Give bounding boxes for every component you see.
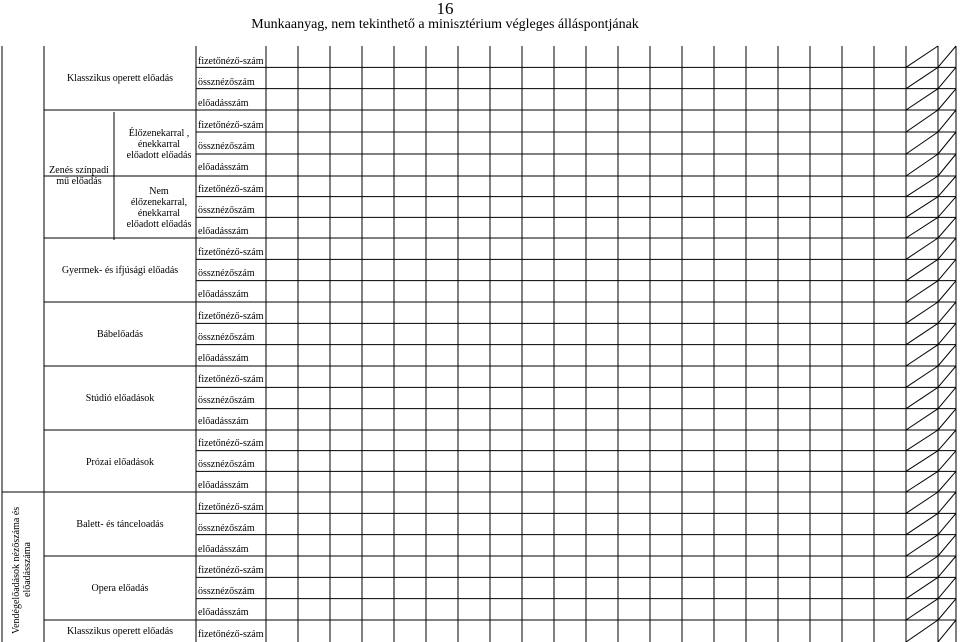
group-classic-operetta-2: Klasszikus operett előadás <box>66 625 174 637</box>
row-label-total: össznézőszám <box>198 586 255 597</box>
row-label-perf: előadásszám <box>198 162 249 173</box>
row-label-perf: előadásszám <box>198 226 249 237</box>
strike-diagonal <box>938 387 956 408</box>
group-musical: Zenés színpadi mű előadás <box>49 165 109 187</box>
strike-diagonal <box>906 323 938 344</box>
strike-diagonal <box>938 46 956 67</box>
row-label-payer: fizetőnéző-szám <box>198 56 264 67</box>
strike-diagonal <box>906 577 938 598</box>
strike-diagonal <box>906 89 938 110</box>
strike-diagonal <box>906 67 938 88</box>
strike-diagonal <box>938 409 956 430</box>
page-header: Munkaanyag, nem tekinthető a minisztérium végleges álláspontjának <box>251 17 639 32</box>
strike-diagonal <box>938 556 956 577</box>
row-label-perf: előadásszám <box>198 289 249 300</box>
group-puppet: Bábelőadás <box>96 328 144 340</box>
strike-diagonal <box>906 238 938 259</box>
strike-diagonal <box>906 366 938 387</box>
row-label-payer: fizetőnéző-szám <box>198 184 264 195</box>
group-ballet: Balett- és tánceloadás <box>76 518 164 530</box>
strike-diagonal <box>906 471 938 492</box>
row-label-total: össznézőszám <box>198 268 255 279</box>
strike-diagonal <box>938 430 956 451</box>
strike-diagonal <box>906 132 938 154</box>
strike-diagonal <box>906 110 938 132</box>
strike-diagonal <box>938 89 956 110</box>
strike-diagonal <box>906 302 938 323</box>
strike-diagonal <box>906 281 938 302</box>
group-children: Gyermek- és ifjúsági előadás <box>61 264 179 276</box>
strike-diagonal <box>938 238 956 259</box>
row-label-perf: előadásszám <box>198 544 249 555</box>
strike-diagonal <box>938 323 956 344</box>
row-label-payer: fizetőnéző-szám <box>198 502 264 513</box>
group-classic-operetta: Klasszikus operett előadás <box>66 72 174 84</box>
strike-diagonal <box>906 535 938 556</box>
group-no-live-music: Nem élőzenekarral, énekkarral előadott előadás <box>126 186 192 230</box>
strike-diagonal <box>938 471 956 492</box>
strike-diagonal <box>906 46 938 67</box>
group-opera: Opera előadás <box>91 582 149 594</box>
strike-diagonal <box>906 197 938 218</box>
strike-diagonal <box>938 302 956 323</box>
row-label-perf: előadásszám <box>198 98 249 109</box>
strike-diagonal <box>938 492 956 513</box>
page-number: 16 <box>436 0 454 18</box>
row-label-payer: fizetőnéző-szám <box>198 120 264 131</box>
row-label-payer: fizetőnéző-szám <box>198 438 264 449</box>
strike-diagonal <box>938 67 956 88</box>
strike-diagonal <box>938 154 956 176</box>
strike-diagonal <box>906 556 938 577</box>
row-label-perf: előadásszám <box>198 353 249 364</box>
row-label-payer: fizetőnéző-szám <box>198 629 264 640</box>
strike-diagonal <box>906 409 938 430</box>
row-label-total: össznézőszám <box>198 141 255 152</box>
row-label-total: össznézőszám <box>198 77 255 88</box>
guest-performances-side-label: Vendégelőadások nézőszáma és előadásszáma <box>11 506 33 634</box>
strike-diagonal <box>938 345 956 366</box>
strike-diagonal <box>906 599 938 620</box>
strike-diagonal <box>906 387 938 408</box>
strike-diagonal <box>906 259 938 280</box>
row-label-total: össznézőszám <box>198 523 255 534</box>
strike-diagonal <box>906 513 938 534</box>
row-label-total: össznézőszám <box>198 459 255 470</box>
strike-diagonal <box>938 176 956 197</box>
group-live-music: Élőzenekarral , énekkarral előadott előadás <box>126 127 192 161</box>
row-label-perf: előadásszám <box>198 607 249 618</box>
row-label-total: össznézőszám <box>198 332 255 343</box>
strike-diagonal <box>938 281 956 302</box>
strike-diagonal <box>906 430 938 451</box>
strike-diagonal <box>938 599 956 620</box>
strike-diagonal <box>938 577 956 598</box>
strike-diagonal <box>906 176 938 197</box>
strike-diagonal <box>938 535 956 556</box>
strike-diagonal <box>906 217 938 238</box>
row-label-payer: fizetőnéző-szám <box>198 374 264 385</box>
group-prose: Prózai előadások <box>85 456 155 468</box>
row-label-payer: fizetőnéző-szám <box>198 565 264 576</box>
strike-diagonal <box>938 259 956 280</box>
row-label-perf: előadásszám <box>198 480 249 491</box>
strike-diagonal <box>906 620 938 642</box>
row-label-payer: fizetőnéző-szám <box>198 247 264 258</box>
row-label-payer: fizetőnéző-szám <box>198 311 264 322</box>
row-label-total: össznézőszám <box>198 395 255 406</box>
strike-diagonal <box>906 492 938 513</box>
strike-diagonal <box>938 513 956 534</box>
strike-diagonal <box>938 217 956 238</box>
strike-diagonal <box>906 345 938 366</box>
strike-diagonal <box>938 132 956 154</box>
strike-diagonal <box>906 451 938 472</box>
strike-diagonal <box>938 620 956 642</box>
strike-diagonal <box>938 197 956 218</box>
strike-diagonal <box>938 451 956 472</box>
strike-diagonal <box>938 366 956 387</box>
strike-diagonal <box>938 110 956 132</box>
row-label-perf: előadásszám <box>198 416 249 427</box>
group-studio: Stúdió előadások <box>85 392 155 404</box>
row-label-total: össznézőszám <box>198 205 255 216</box>
strike-diagonal <box>906 154 938 176</box>
